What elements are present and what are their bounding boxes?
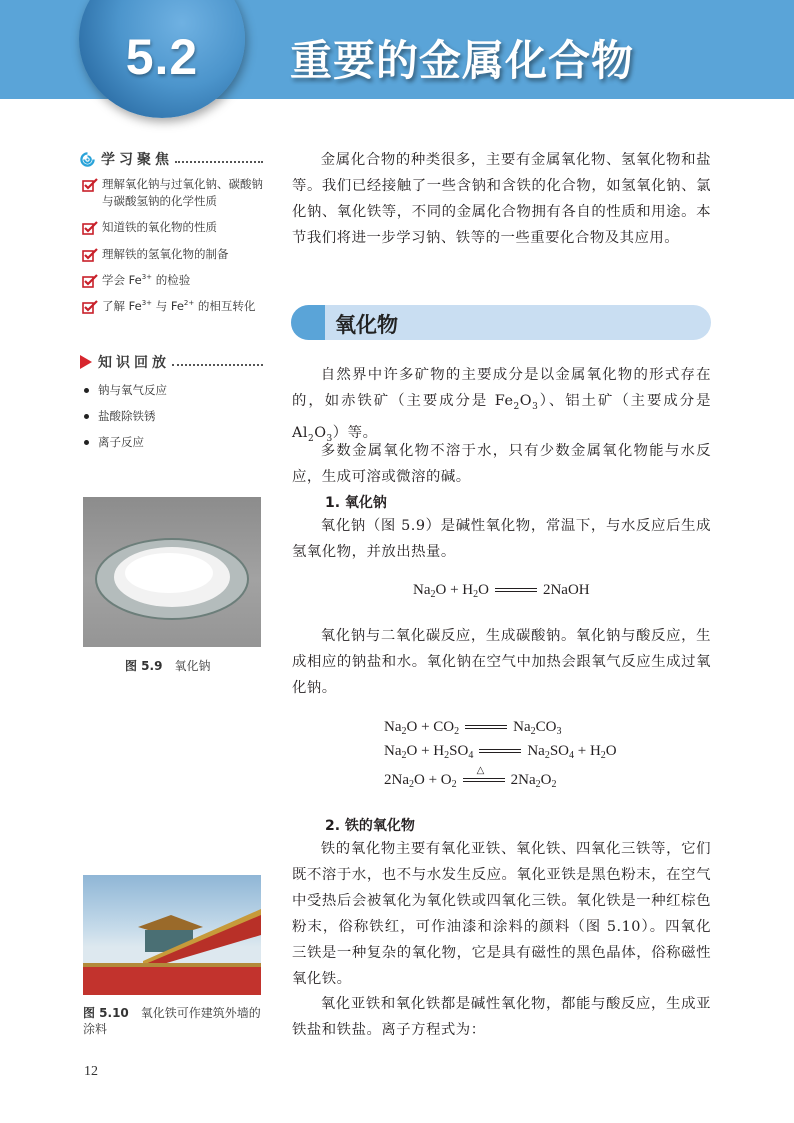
figure-palace-wall-photo — [83, 875, 261, 995]
figure-caption-text: 氧化铁可作建筑外墙的涂料 — [83, 1006, 261, 1036]
page-number: 12 — [84, 1064, 98, 1079]
subsection-heading-iron-oxides: 2. 铁的氧化物 — [325, 818, 415, 834]
subsection-heading-sodium-oxide: 1. 氧化钠 — [325, 495, 387, 511]
equation-na2o-co2: $Na_2O + CO_2$ $Na_2CO_3$ — [384, 719, 562, 737]
goal-text — [102, 298, 255, 315]
goal-text: 理解氧化钠与过氧化钠、碳酸钠与碳酸氢钠的化学性质 — [102, 177, 263, 208]
iron-oxides-acid-paragraph: 氧化亚铁和氧化铁都是碱性氧化物，都能与酸反应，生成亚铁盐和铁盐。离子方程式为： — [292, 996, 711, 1038]
palace-wall-illustration — [83, 875, 261, 995]
review-item — [84, 382, 167, 398]
checkbox-icon — [82, 274, 98, 288]
triangle-icon — [80, 355, 92, 369]
iron-oxides-paragraph: 铁的氧化物主要有氧化亚铁、氧化铁、四氧化三铁等，它们既不溶于水，也不与水发生反应。氧化亚铁是黑色粉末，在空气中受热后会被氧化为氧化铁或四氧化三铁。氧化铁是一种红棕色粉末，俗称铁红，可作油漆和涂料的颜料（图 5.10）。四氧化三铁是一种复杂的氧化物，它是具有磁性的黑色晶体，俗称磁性氧化铁。 — [292, 841, 711, 987]
swirl-icon — [80, 152, 95, 167]
checkbox-icon — [82, 221, 98, 235]
equals-sign — [465, 725, 507, 729]
charge-superscript: 3+ — [141, 273, 153, 282]
figure-caption — [125, 658, 210, 674]
chapter-title: 重要的金属化合物 — [290, 36, 635, 85]
sodium-oxide-paragraph: 氧化钠（图 5.9）是碱性氧化物，常温下，与水反应后生成氢氧化物，并放出热量。 — [292, 518, 711, 560]
figure-caption-text: 氧化钠 — [174, 659, 211, 673]
charge-superscript: 3+ — [141, 299, 153, 308]
watch-glass-illustration — [83, 497, 261, 647]
checkbox-icon — [82, 248, 98, 262]
learning-goal-item — [82, 176, 267, 210]
goal-text: 理解铁的氢氧化物的制备 — [102, 247, 229, 261]
text-run: ）、铝土矿（主要成分是 Al — [292, 393, 711, 441]
review-text: 离子反应 — [98, 435, 144, 449]
goal-text-part: 与 Fe — [152, 299, 184, 313]
section-title: 氧化物 — [335, 313, 398, 337]
bullet-icon — [84, 414, 89, 419]
sodium-oxide-reactions-paragraph: 氧化钠与二氧化碳反应，生成碳酸钠。氧化钠与酸反应，生成相应的钠盐和水。氧化钠在空气中加热会跟氧气反应生成过氧化钠。 — [292, 628, 711, 696]
section-bar-cap — [291, 305, 325, 340]
dotted-leader — [175, 161, 263, 163]
charge-superscript: 2+ — [183, 299, 195, 308]
learning-goal-item — [82, 219, 267, 236]
review-text: 盐酸除铁锈 — [98, 409, 156, 423]
learning-focus-title: 学习聚焦 — [101, 152, 173, 168]
text-run: O — [519, 393, 533, 409]
goal-text — [102, 272, 190, 289]
goal-text-part: 的相互转化 — [194, 299, 256, 313]
figure-label: 图 5.9 — [125, 659, 163, 673]
oxide-solubility-paragraph: 多数金属氧化物不溶于水，只有少数金属氧化物能与水反应，生成可溶或微溶的碱。 — [292, 443, 711, 485]
equals-sign-heated — [463, 764, 505, 782]
knowledge-review-heading — [80, 352, 263, 372]
figure-caption — [83, 1005, 263, 1037]
text-run: O — [314, 424, 327, 441]
bullet-icon — [84, 388, 89, 393]
equals-sign — [495, 588, 537, 592]
learning-goal-item — [82, 246, 267, 263]
intro-paragraph: 金属化合物的种类很多，主要有金属氧化物、氢氧化物和盐等。我们已经接触了一些含钠和含铁的化合物，如氢氧化钠、氯化钠、氧化铁等，不同的金属化合物拥有各自的性质和用途。本节我们将进一步学习钠、铁等的一些重要化合物及其应用。 — [292, 152, 711, 246]
section-header-bar — [291, 305, 711, 340]
bullet-icon — [84, 440, 89, 445]
text-run: ）等。 — [332, 424, 378, 441]
review-item — [84, 408, 156, 424]
checkbox-icon — [82, 178, 98, 192]
equation-na2o-h2so4: $Na_2O + H_2SO_4$ $Na_2SO_4 + H_2O$ — [384, 743, 617, 761]
knowledge-review-title: 知识回放 — [98, 355, 170, 371]
chapter-number: 5.2 — [125, 29, 199, 85]
review-text: 钠与氧气反应 — [98, 383, 167, 397]
goal-text: 知道铁的氧化物的性质 — [102, 220, 217, 234]
learning-goal-item — [82, 272, 267, 289]
goal-text-part: 学会 Fe — [102, 273, 142, 287]
equation-na2o-h2o: $Na_2O + H_2O$ 2NaOH — [413, 582, 590, 600]
learning-focus-heading — [80, 149, 263, 169]
figure-label: 图 5.10 — [83, 1006, 129, 1020]
figure-sodium-oxide-photo — [83, 497, 261, 647]
equation-na2o-o2: $2Na_2O + O_2$ △ $2Na_2O_2$ — [384, 764, 557, 790]
heat-condition-icon: △ — [476, 764, 485, 776]
equals-sign — [479, 749, 521, 753]
learning-goal-item — [82, 298, 267, 315]
goal-text-part: 了解 Fe — [102, 299, 142, 313]
goal-text-part: 的检验 — [152, 273, 191, 287]
text-run: 自然界中许多矿物的主要成分是以金属氧化物的形式存在的，如赤铁矿（主要成分是 Fe — [292, 367, 711, 409]
minerals-paragraph: 自然界中许多矿物的主要成分是以金属氧化物的形式存在的，如赤铁矿（主要成分是 $Fe_2O_3$）、铝土矿（主要成分是 $Al_2O_3$）等。 — [292, 367, 711, 444]
review-item — [84, 434, 144, 450]
checkbox-icon — [82, 300, 98, 314]
dotted-leader — [172, 364, 263, 366]
